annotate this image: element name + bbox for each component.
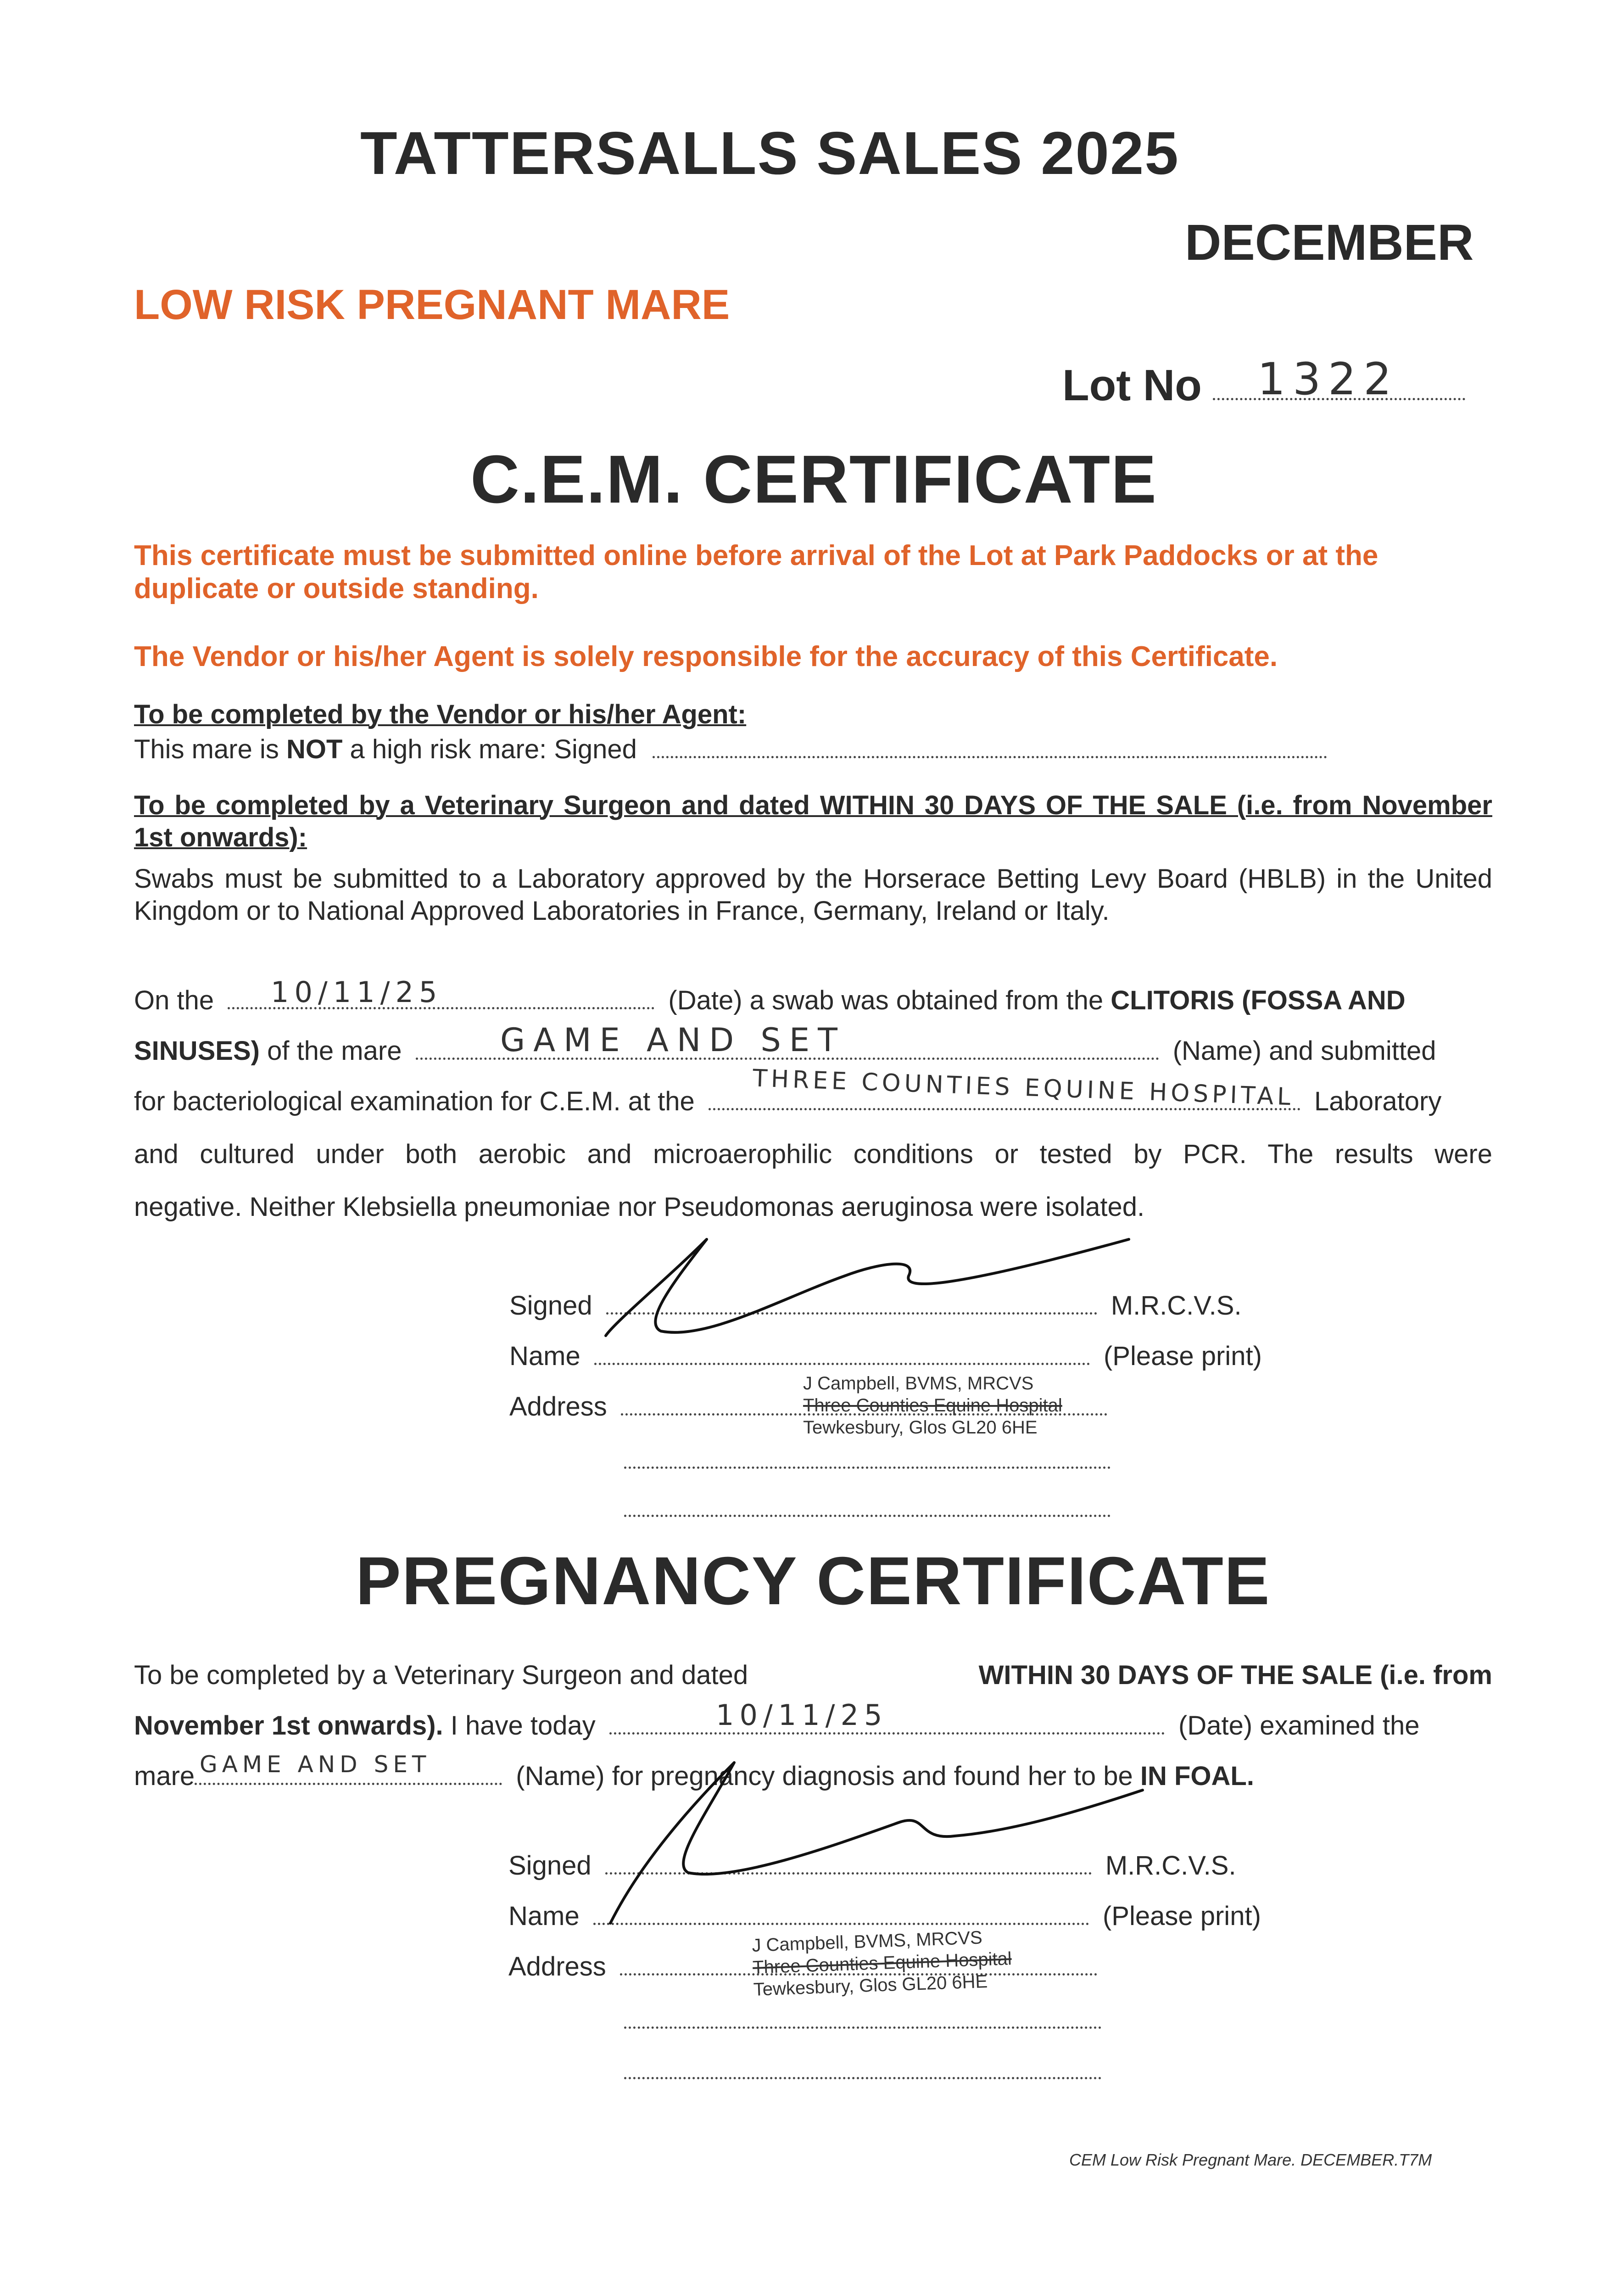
preg-address-label: Address xyxy=(508,1952,606,1982)
cem-signed-label: Signed xyxy=(509,1291,592,1321)
vendor-line-post: a high risk mare: Signed xyxy=(342,734,637,764)
laboratory-value: THREE COUNTIES EQUINE HOSPITAL xyxy=(752,1064,1295,1111)
vendor-line xyxy=(134,733,1327,766)
pregnancy-line-1 xyxy=(134,1659,1492,1691)
preg-address-line-2[interactable] xyxy=(624,2022,1101,2031)
laboratory-label: Laboratory xyxy=(1314,1086,1442,1116)
preg-stamp-line: Tewkesbury, Glos GL20 6HE xyxy=(753,1971,988,2000)
pregnancy-mare-label: mare xyxy=(134,1761,195,1791)
pregnancy-line1-pre: To be completed by a Veterinary Surgeon and dated xyxy=(134,1660,748,1690)
swab-instructions: Swabs must be submitted to a Laboratory approved by the Horserace Betting Levy Board (HBLB) in the United Kingdom or to National Approved Laboratories in France, Germany, Ireland or Italy. xyxy=(134,864,1492,926)
cem-vet-stamp xyxy=(803,1372,1062,1439)
sinuses-label: SINUSES) xyxy=(134,1036,260,1066)
vendor-signature-field[interactable] xyxy=(653,751,1327,758)
cem-signature-scribble xyxy=(587,1212,1138,1349)
vendor-line-pre: This mare is xyxy=(134,734,286,764)
cem-address-label: Address xyxy=(509,1392,607,1422)
preg-stamp-line: J Campbell, BVMS, MRCVS xyxy=(751,1927,983,1956)
clitoris-label: CLITORIS (FOSSA AND xyxy=(1111,985,1406,1015)
cem-notice-submit: This certificate must be submitted online before arrival of the Lot at Park Paddocks or at the duplicate or outside standing. xyxy=(134,540,1378,605)
pregnancy-title: PREGNANCY CERTIFICATE xyxy=(356,1543,1271,1619)
pregnancy-mare-value: GAME AND SET xyxy=(200,1751,431,1778)
preg-mrcvs-label: M.R.C.V.S. xyxy=(1105,1851,1236,1881)
pregnancy-mare-field[interactable] xyxy=(195,1778,502,1785)
vendor-heading-text: To be completed by the Vendor or his/her Agent xyxy=(134,700,737,729)
vet-heading: To be completed by a Veterinary Surgeon and dated WITHIN 30 DAYS OF THE SALE (i.e. from November 1st onwards): xyxy=(134,790,1492,852)
pregnancy-line2-pre: I have today xyxy=(443,1711,596,1741)
culture-text: and cultured under both aerobic and microaerophilic conditions or tested by PCR. The results were xyxy=(134,1139,1492,1169)
cem-please-print: (Please print) xyxy=(1103,1341,1262,1371)
vet-heading-text: To be completed by a Veterinary Surgeon and dated WITHIN 30 DAYS OF THE SALE (i.e. from November 1st onwards) xyxy=(134,790,1492,852)
vendor-heading: To be completed by the Vendor or his/her Agent: xyxy=(134,700,747,729)
preg-stamp-line: Three Counties Equine Hospital xyxy=(752,1948,1012,1978)
for-bact-label: for bacteriological examination for C.E.M. at the xyxy=(134,1086,695,1116)
of-the-mare-label: of the mare xyxy=(267,1036,402,1066)
cem-stamp-line: J Campbell, BVMS, MRCVS xyxy=(803,1373,1034,1394)
lot-label: Lot No xyxy=(1062,361,1202,410)
preg-signed-label: Signed xyxy=(508,1851,592,1881)
swab-date-value: 10/11/25 xyxy=(271,975,443,1009)
cem-mrcvs-label: M.R.C.V.S. xyxy=(1111,1291,1242,1321)
mare-name-value: GAME AND SET xyxy=(500,1021,846,1059)
pregnancy-line2-post: (Date) examined the xyxy=(1178,1711,1420,1741)
lot-number-value: 1322 xyxy=(1257,353,1399,405)
pregnancy-line1-bold: WITHIN 30 DAYS OF THE SALE (i.e. from xyxy=(978,1660,1492,1690)
in-foal-label: IN FOAL. xyxy=(1140,1761,1254,1791)
pregnancy-line3-post: (Name) for pregnancy diagnosis and found her to be xyxy=(516,1761,1133,1791)
cem-stamp-line: Tewkesbury, Glos GL20 6HE xyxy=(803,1417,1038,1438)
cem-stamp-line: Three Counties Equine Hospital xyxy=(803,1395,1062,1416)
sale-month: DECEMBER xyxy=(1185,214,1474,271)
preg-address-line-3[interactable] xyxy=(624,2072,1101,2082)
pregnancy-date-value: 10/11/25 xyxy=(716,1698,888,1732)
pregnancy-signature-scribble xyxy=(597,1744,1147,1928)
mare-name-label: (Name) and submitted xyxy=(1172,1036,1436,1066)
on-the-label: On the xyxy=(134,985,214,1015)
document-footer: CEM Low Risk Pregnant Mare. DECEMBER.T7M xyxy=(1069,2150,1432,2169)
cem-title: C.E.M. CERTIFICATE xyxy=(470,442,1157,517)
negative-text: negative. Neither Klebsiella pneumoniae nor Pseudomonas aeruginosa were isolated. xyxy=(134,1192,1145,1222)
vendor-line-not: NOT xyxy=(286,734,343,764)
cem-name-label: Name xyxy=(509,1341,580,1371)
preg-vet-stamp xyxy=(752,1926,1013,2001)
cem-notice-responsibility: The Vendor or his/her Agent is solely responsible for the accuracy of this Certificate. xyxy=(134,641,1278,672)
pregnancy-line2-bold: November 1st onwards). xyxy=(134,1711,443,1741)
swab-date-label: (Date) a swab was obtained from the xyxy=(668,985,1104,1015)
preg-name-label: Name xyxy=(508,1901,580,1931)
preg-please-print: (Please print) xyxy=(1102,1901,1261,1931)
cem-name-field[interactable] xyxy=(594,1358,1090,1365)
category-title: LOW RISK PREGNANT MARE xyxy=(134,281,730,328)
sale-title: TATTERSALLS SALES 2025 xyxy=(360,119,1179,187)
cem-address-line-2[interactable] xyxy=(624,1462,1111,1471)
cem-address-line-3[interactable] xyxy=(624,1510,1111,1519)
